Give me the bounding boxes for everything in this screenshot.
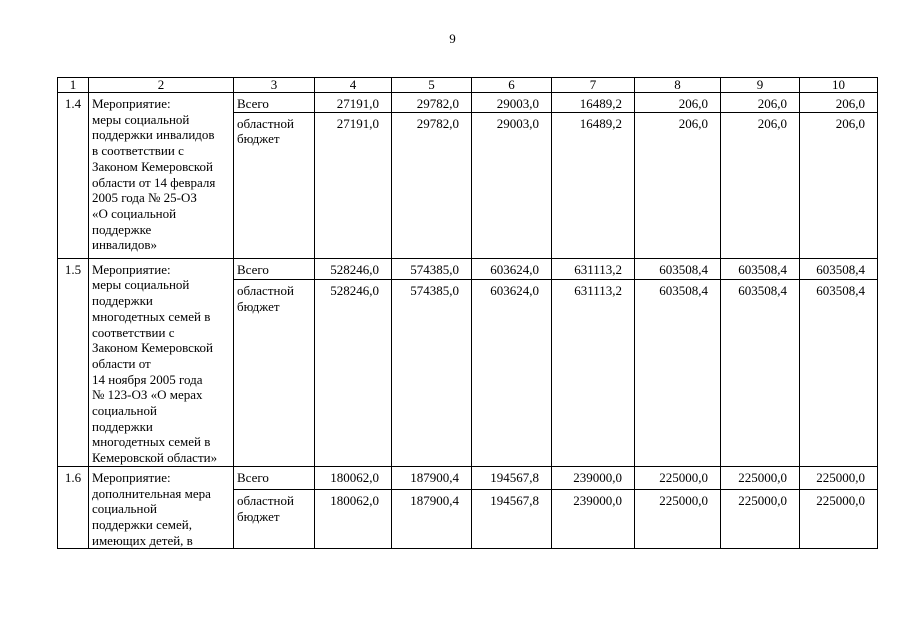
value-cell: 27191,0 — [315, 112, 392, 258]
value-cell: 16489,2 — [552, 112, 635, 258]
value-cell: 225000,0 — [800, 466, 878, 489]
column-header-8: 8 — [635, 78, 721, 93]
row-name-line: поддержки инвалидов — [92, 127, 215, 143]
column-header-9: 9 — [721, 78, 800, 93]
table-row — [58, 93, 878, 113]
row-index: 1.4 — [58, 93, 89, 259]
value-cell: 206,0 — [635, 93, 721, 113]
row-index: 1.6 — [58, 466, 89, 549]
column-header-6: 6 — [472, 78, 552, 93]
row-name-line: Мероприятие: — [92, 469, 171, 485]
value-cell: 603508,4 — [800, 258, 878, 280]
row-name-line: инвалидов» — [92, 237, 157, 253]
value-cell: 29003,0 — [472, 112, 552, 258]
page-number: 9 — [449, 31, 456, 46]
value-cell: 206,0 — [721, 112, 800, 258]
row-name-line: области от 14 февраля — [92, 174, 216, 190]
value-cell: 29782,0 — [392, 112, 472, 258]
row-name — [89, 466, 234, 549]
source-label: областной бюджет — [234, 490, 315, 549]
value-cell: 574385,0 — [392, 280, 472, 467]
row-name-line: многодетных семей в — [92, 308, 211, 324]
row-name-line: Мероприятие: — [92, 96, 171, 111]
value-cell: 16489,2 — [552, 93, 635, 113]
row-name-line: Законом Кемеровской — [92, 340, 214, 356]
value-cell: 603508,4 — [721, 258, 800, 280]
value-cell: 239000,0 — [552, 490, 635, 549]
column-header-5: 5 — [392, 78, 472, 93]
row-name-line: 14 ноября 2005 года — [92, 371, 203, 387]
value-cell: 631113,2 — [552, 258, 635, 280]
value-cell: 225000,0 — [721, 466, 800, 489]
budget-table — [57, 77, 878, 549]
value-cell: 528246,0 — [315, 258, 392, 280]
row-name-line: Кемеровской области» — [92, 450, 218, 466]
source-label: областной бюджет — [234, 112, 315, 258]
table-row — [58, 466, 878, 489]
value-cell: 603624,0 — [472, 280, 552, 467]
row-name-line: меры социальной — [92, 111, 190, 127]
value-cell: 187900,4 — [392, 490, 472, 549]
source-label: Всего — [234, 93, 315, 113]
value-cell: 194567,8 — [472, 490, 552, 549]
value-cell: 29003,0 — [472, 93, 552, 113]
value-cell: 180062,0 — [315, 466, 392, 489]
column-header-10: 10 — [800, 78, 878, 93]
column-header-4: 4 — [315, 78, 392, 93]
value-cell: 528246,0 — [315, 280, 392, 467]
value-cell: 631113,2 — [552, 280, 635, 467]
row-name-line: социальной — [92, 403, 157, 419]
row-name-line: «О социальной — [92, 205, 177, 221]
value-cell: 206,0 — [635, 112, 721, 258]
value-cell: 27191,0 — [315, 93, 392, 113]
source-label: Всего — [234, 466, 315, 489]
row-name-line: поддержки — [92, 293, 153, 309]
column-header-1: 1 — [58, 78, 89, 93]
row-name — [89, 258, 234, 466]
value-cell: 187900,4 — [392, 466, 472, 489]
row-name-line: меры социальной — [92, 277, 190, 293]
value-cell: 225000,0 — [635, 490, 721, 549]
value-cell: 194567,8 — [472, 466, 552, 489]
row-name-line: в соответствии с — [92, 143, 184, 159]
row-name-line: поддержки семей, — [92, 516, 192, 532]
value-cell: 603508,4 — [635, 258, 721, 280]
row-name-line: соответствии с — [92, 324, 175, 340]
value-cell: 603624,0 — [472, 258, 552, 280]
row-name-line: Законом Кемеровской — [92, 158, 214, 174]
row-name-line: Мероприятие: — [92, 261, 171, 277]
column-header-3: 3 — [234, 78, 315, 93]
value-cell: 180062,0 — [315, 490, 392, 549]
source-label: областной бюджет — [234, 280, 315, 467]
header-row — [58, 78, 878, 93]
value-cell: 29782,0 — [392, 93, 472, 113]
column-header-2: 2 — [89, 78, 234, 93]
row-name-line: поддержке — [92, 221, 152, 237]
value-cell: 603508,4 — [635, 280, 721, 467]
row-name-line: имеющих детей, в — [92, 532, 193, 548]
value-cell: 206,0 — [721, 93, 800, 113]
table-row — [58, 258, 878, 280]
row-name-line: области от — [92, 355, 151, 371]
row-name-line: социальной — [92, 501, 157, 517]
value-cell: 239000,0 — [552, 466, 635, 489]
row-name-line: № 123-ОЗ «О мерах — [92, 387, 203, 403]
value-cell: 603508,4 — [800, 280, 878, 467]
row-name-line: многодетных семей в — [92, 434, 211, 450]
value-cell: 206,0 — [800, 112, 878, 258]
column-header-7: 7 — [552, 78, 635, 93]
row-name-line: 2005 года № 25-ОЗ — [92, 190, 197, 206]
row-name-line: поддержки — [92, 418, 153, 434]
value-cell: 225000,0 — [635, 466, 721, 489]
row-index: 1.5 — [58, 258, 89, 466]
value-cell: 225000,0 — [800, 490, 878, 549]
value-cell: 225000,0 — [721, 490, 800, 549]
value-cell: 574385,0 — [392, 258, 472, 280]
value-cell: 603508,4 — [721, 280, 800, 467]
row-name — [89, 93, 234, 259]
source-label: Всего — [234, 258, 315, 280]
row-name-line: дополнительная мера — [92, 485, 211, 501]
value-cell: 206,0 — [800, 93, 878, 113]
